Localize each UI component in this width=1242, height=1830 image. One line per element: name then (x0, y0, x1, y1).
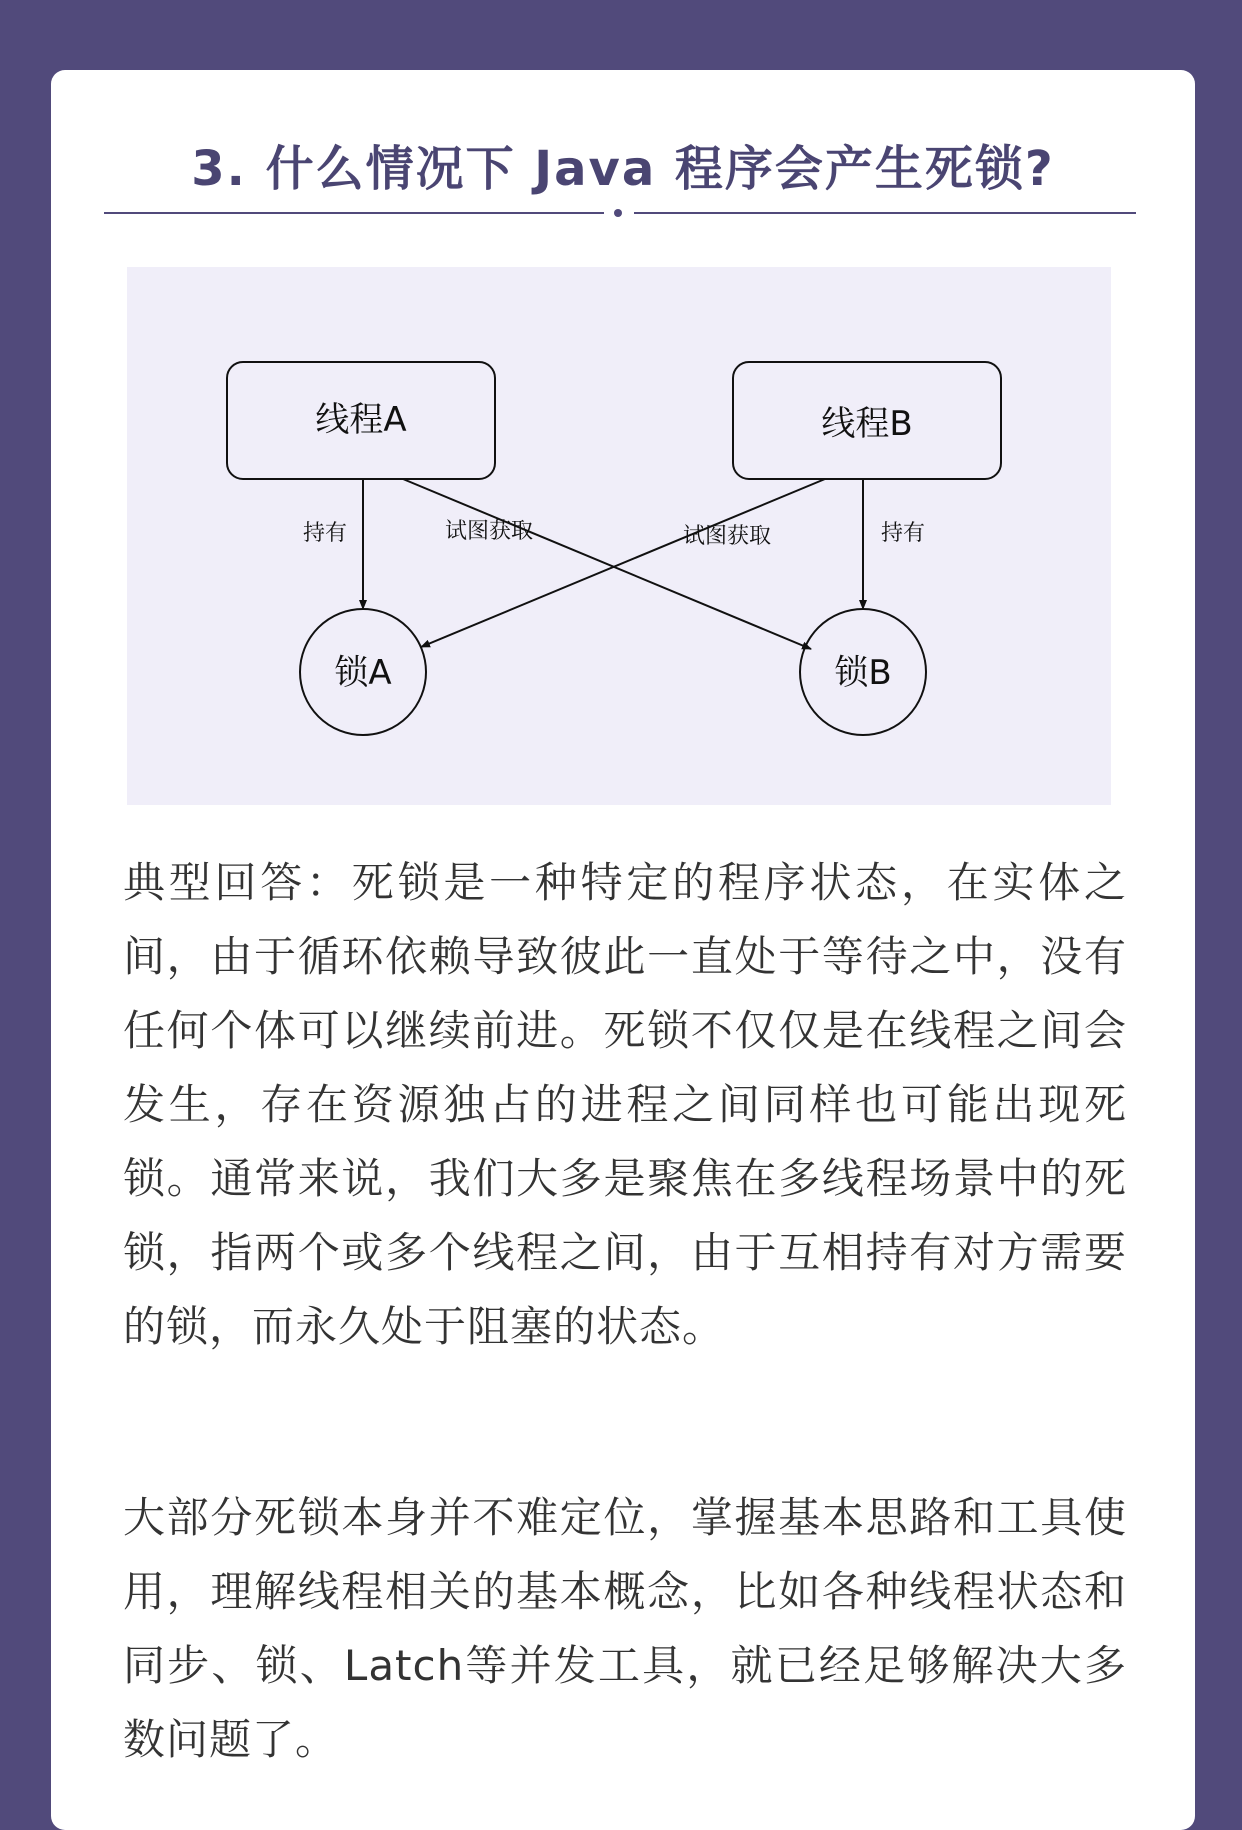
try-acquire-label-right: 试图获取 (682, 524, 772, 549)
deadlock-diagram (127, 267, 1111, 805)
try-acquire-arrow-b-to-a (421, 479, 825, 647)
hold-label-right: 持有 (880, 521, 926, 546)
divider-line-left (104, 212, 604, 214)
title-divider (104, 207, 1136, 219)
try-acquire-label-left: 试图获取 (444, 519, 534, 544)
followup-paragraph: 大部分死锁本身并不难定位，掌握基本思路和工具使用，理解线程相关的基本概念，比如各种线程状态和同步、锁、Latch等并发工具，就已经足够解决大多数问题了。 (123, 1493, 1127, 1764)
divider-dot (614, 209, 622, 217)
thread-b-label: 线程B (821, 404, 913, 444)
answer-paragraph: 典型回答：死锁是一种特定的程序状态，在实体之间，由于循环依赖导致彼此一直处于等待之中，没有任何个体可以继续前进。死锁不仅仅是在线程之间会发生，存在资源独占的进程之间同样也可能出现死锁。通常来说，我们大多是聚焦在多线程场景中的死锁，指两个或多个线程之间，由于互相持有对方需要的锁，而永久处于阻塞的状态。 (123, 858, 1127, 1351)
content-card (51, 70, 1195, 1830)
try-acquire-arrow-a-to-b (403, 479, 811, 649)
lock-a-label: 锁A (334, 653, 392, 693)
thread-a-label: 线程A (315, 400, 407, 440)
lock-b-label: 锁B (834, 653, 892, 693)
hold-label-left: 持有 (302, 521, 348, 546)
diagram-svg (127, 267, 1111, 805)
divider-line-right (634, 212, 1136, 214)
page-title: 3. 什么情况下 Java 程序会产生死锁? (191, 141, 1055, 197)
